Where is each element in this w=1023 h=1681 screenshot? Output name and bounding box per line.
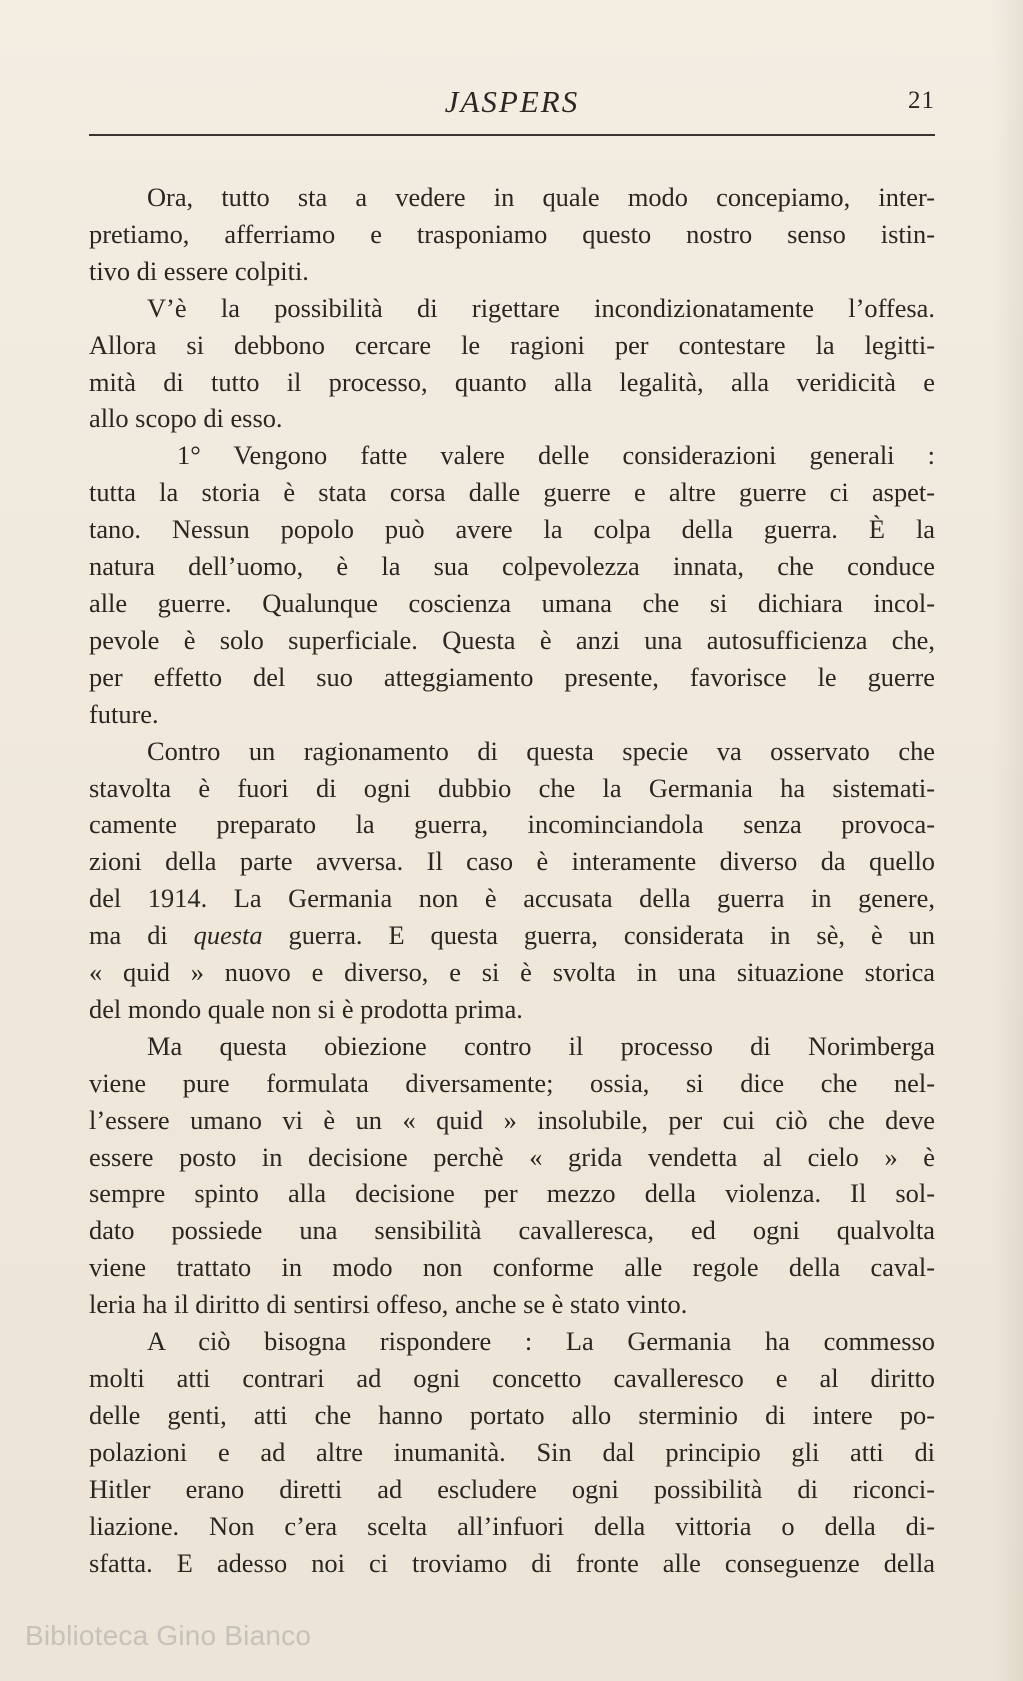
running-head [89, 84, 935, 124]
text-line: Hitler erano diretti ad escludere ogni possibilità di riconci- [89, 1473, 935, 1504]
text-run: ma di [89, 920, 194, 951]
text-line: pevole è solo superficiale. Questa è anzi una autosufficienza che, [89, 624, 935, 655]
text-line: stavolta è fuori di ogni dubbio che la Germania ha sistemati- [89, 772, 935, 803]
text-line: sfatta. E adesso noi ci troviamo di fronte alle conseguenze della [89, 1547, 935, 1578]
text-line: Ma questa obiezione contro il processo di Norimberga [147, 1030, 935, 1061]
text-line: tano. Nessun popolo può avere la colpa della guerra. È la [89, 514, 935, 545]
text-line: natura dell’uomo, è la sua colpevolezza innata, che conduce [89, 551, 935, 582]
paragraph-2 [89, 290, 935, 438]
paragraph-3 [89, 437, 935, 732]
text-run: guerra. E questa guerra, considerata in sè, è un [262, 920, 936, 951]
text-line: tutta la storia è stata corsa dalle guerre e altre guerre ci aspet- [89, 477, 935, 508]
text-line-with-italic [89, 917, 935, 954]
text-line: V’è la possibilità di rigettare incondizionatamente l’offesa. [147, 292, 935, 323]
text-line: del mondo quale non si è prodotta prima. [89, 993, 523, 1024]
text-line: molti atti contrari ad ogni concetto cavalleresco e al diritto [89, 1363, 935, 1393]
text-line: essere posto in decisione perchè « grida vendetta al cielo » è [89, 1141, 935, 1172]
text-line: future. [89, 698, 159, 729]
text-line: polazioni e ad altre inumanità. Sin dal principio gli atti di [89, 1436, 935, 1467]
paragraph-5 [89, 1028, 935, 1323]
text-line: allo scopo di esso. [89, 403, 283, 434]
paragraph-1 [89, 179, 935, 290]
page-number: 21 [908, 87, 935, 114]
text-line: liazione. Non c’era scelta all’infuori della vittoria o della di- [89, 1510, 935, 1541]
text-line: dato possiede una sensibilità cavalleresca, ed ogni qualvolta [89, 1215, 935, 1246]
text-line: viene trattato in modo non conforme alle regole della caval- [89, 1252, 935, 1283]
text-line: sempre spinto alla decisione per mezzo della violenza. Il sol- [89, 1178, 935, 1209]
text-line: delle genti, atti che hanno portato allo sterminio di intere po- [89, 1399, 935, 1430]
italic-word: questa [193, 920, 263, 951]
text-line: Allora si debbono cercare le ragioni per contestare la legitti- [89, 329, 935, 360]
text-line: « quid » nuovo e diverso, e si è svolta in una situazione storica [89, 957, 935, 988]
text-line: del 1914. La Germania non è accusata della guerra in genere, [89, 883, 935, 914]
header-title: JASPERS [444, 84, 580, 119]
body-text [89, 179, 935, 1581]
text-line: l’essere umano vi è un « quid » insolubile, per cui ciò che deve [89, 1104, 935, 1135]
header-rule [89, 134, 935, 136]
library-watermark: Biblioteca Gino Bianco [25, 1620, 312, 1651]
text-line: camente preparato la guerra, incominciandola senza provoca- [89, 809, 935, 840]
text-line: per effetto del suo atteggiamento presente, favorisce le guerre [89, 661, 935, 692]
paragraph-6 [89, 1323, 935, 1581]
text-line: A ciò bisogna rispondere : La Germania ha commesso [147, 1326, 935, 1357]
text-line: tivo di essere colpiti. [89, 255, 309, 286]
paragraph-4 [89, 733, 935, 1028]
text-line: Ora, tutto sta a vedere in quale modo concepiamo, inter- [147, 182, 935, 212]
text-line: viene pure formulata diversamente; ossia, si dice che nel- [89, 1067, 935, 1098]
text-line: zioni della parte avversa. Il caso è interamente diverso da quello [89, 846, 935, 877]
text-line: leria ha il diritto di sentirsi offeso, anche se è stato vinto. [89, 1289, 688, 1320]
text-line: Contro un ragionamento di questa specie va osservato che [147, 735, 935, 766]
text-line: alle guerre. Qualunque coscienza umana che si dichiara incol- [89, 587, 935, 618]
text-line: pretiamo, afferriamo e trasponiamo questo nostro senso istin- [89, 218, 935, 249]
text-line: 1° Vengono fatte valere delle considerazioni generali : [177, 440, 935, 471]
text-line: mità di tutto il processo, quanto alla legalità, alla veridicità e [89, 366, 935, 397]
